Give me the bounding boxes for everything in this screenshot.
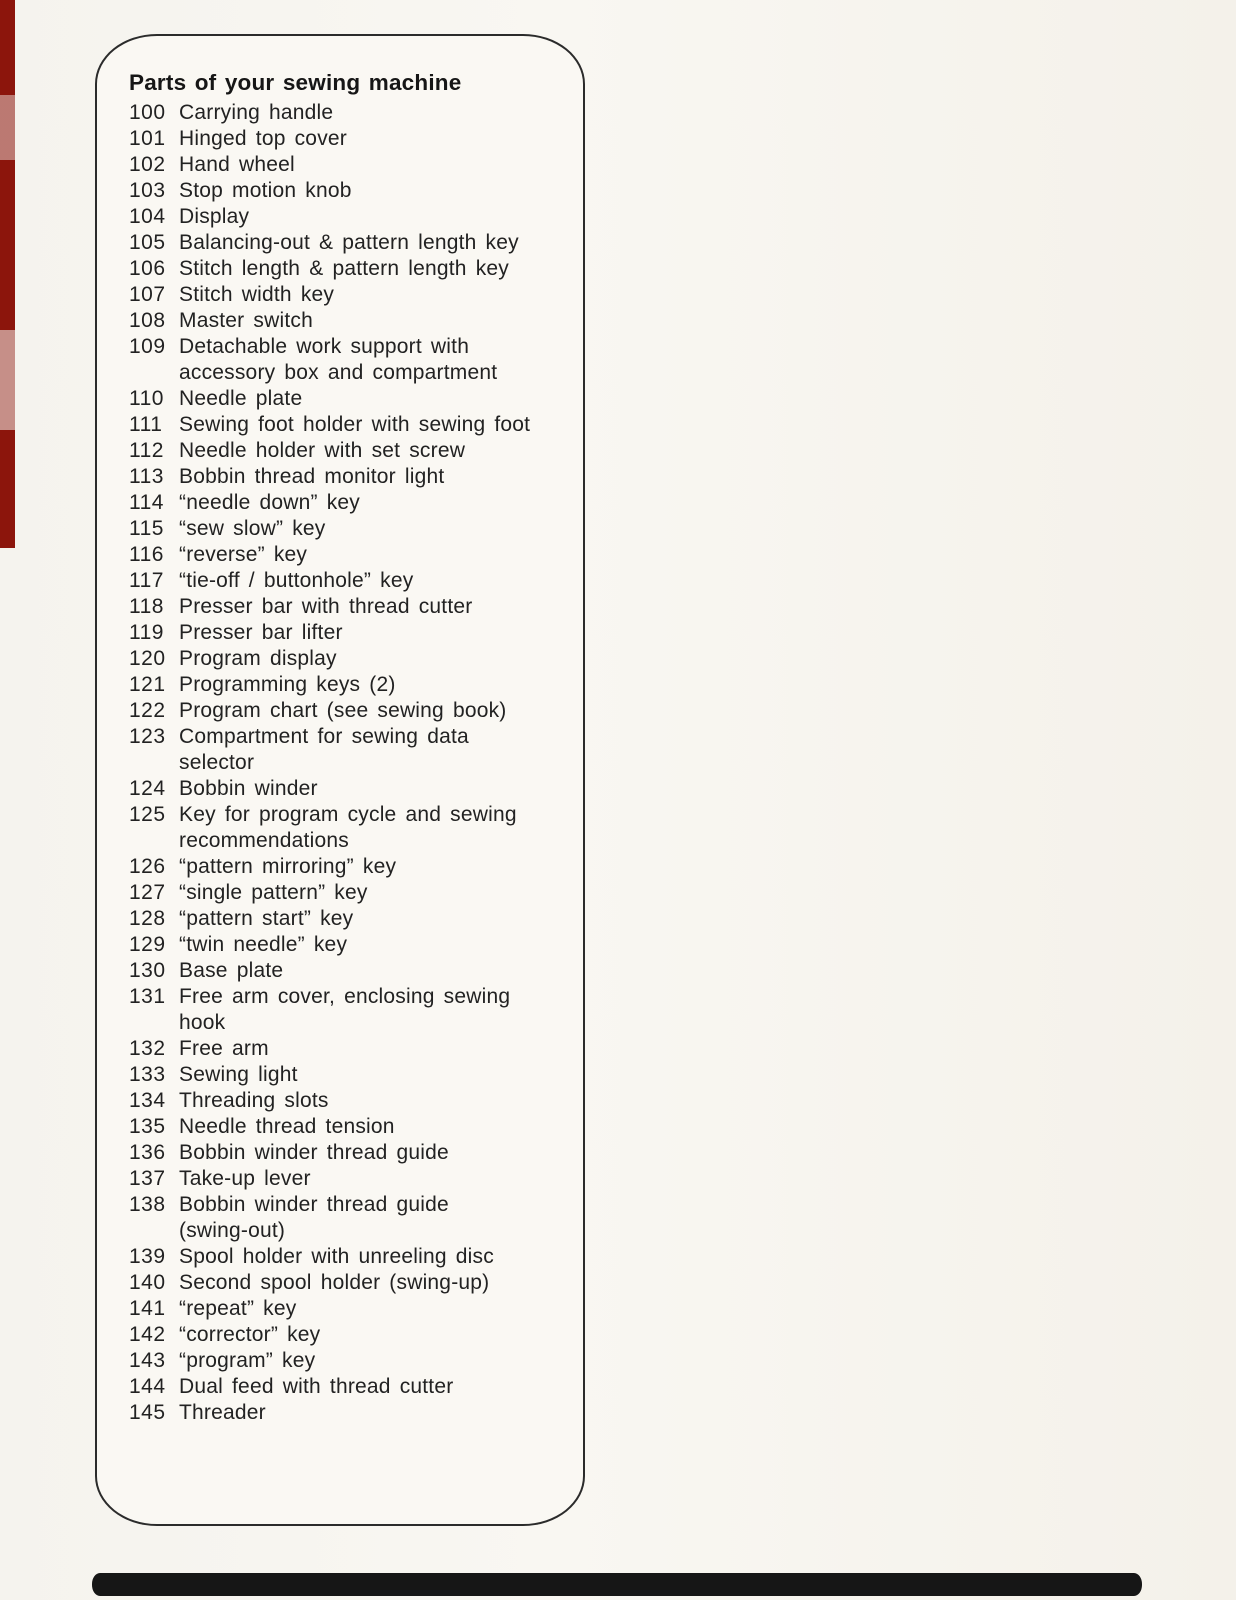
part-number: 115: [129, 517, 164, 540]
list-item: [129, 698, 547, 724]
list-item: [129, 1296, 547, 1322]
part-number: 118: [129, 595, 164, 618]
part-text: Sewing light: [179, 1063, 298, 1086]
part-number: 124: [129, 777, 166, 800]
list-item: [129, 958, 547, 984]
list-item: [129, 1192, 547, 1244]
part-number: 131: [129, 985, 166, 1008]
list-item: [129, 1348, 547, 1374]
part-number: 141: [129, 1297, 166, 1320]
part-text: Bobbin thread monitor light: [179, 465, 445, 488]
list-item: [129, 178, 547, 204]
part-number: 119: [129, 621, 164, 644]
part-text: Hinged top cover: [179, 127, 347, 150]
part-text: Bobbin winder thread guide (swing-out): [179, 1193, 449, 1242]
part-number: 111: [129, 413, 163, 436]
list-item: [129, 230, 547, 256]
part-number: 135: [129, 1115, 166, 1138]
part-text: Presser bar with thread cutter: [179, 595, 473, 618]
part-number: 117: [129, 569, 164, 592]
part-number: 106: [129, 257, 166, 280]
part-number: 112: [129, 439, 164, 462]
list-item: [129, 126, 547, 152]
part-number: 132: [129, 1037, 166, 1060]
part-text: Presser bar lifter: [179, 621, 343, 644]
part-text: “program” key: [179, 1349, 316, 1372]
part-text: Balancing-out & pattern length key: [179, 231, 519, 254]
part-number: 105: [129, 231, 166, 254]
part-text: Stop motion knob: [179, 179, 352, 202]
list-item: [129, 1114, 547, 1140]
list-item: [129, 880, 547, 906]
part-number: 143: [129, 1349, 166, 1372]
part-number: 109: [129, 335, 166, 358]
part-text: Free arm: [179, 1037, 269, 1060]
part-text: Dual feed with thread cutter: [179, 1375, 454, 1398]
part-text: Display: [179, 205, 250, 228]
part-text: Master switch: [179, 309, 313, 332]
part-number: 121: [129, 673, 166, 696]
part-text: Stitch width key: [179, 283, 335, 306]
part-text: “twin needle” key: [179, 933, 348, 956]
part-text: Sewing foot holder with sewing foot: [179, 413, 531, 436]
part-number: 142: [129, 1323, 166, 1346]
list-item: [129, 152, 547, 178]
list-item: [129, 490, 547, 516]
part-text: Bobbin winder: [179, 777, 318, 800]
part-text: Take-up lever: [179, 1167, 311, 1190]
list-item: [129, 464, 547, 490]
part-number: 133: [129, 1063, 166, 1086]
part-number: 108: [129, 309, 166, 332]
part-number: 114: [129, 491, 164, 514]
part-text: Key for program cycle and sewing recommendations: [179, 803, 517, 852]
parts-list: [129, 100, 547, 1426]
list-item: [129, 1140, 547, 1166]
part-text: Needle holder with set screw: [179, 439, 466, 462]
list-item: [129, 1270, 547, 1296]
list-item: [129, 906, 547, 932]
list-item: [129, 542, 547, 568]
part-number: 122: [129, 699, 166, 722]
part-number: 120: [129, 647, 166, 670]
part-text: Carrying handle: [179, 101, 334, 124]
part-number: 104: [129, 205, 166, 228]
scan-edge-mark: [0, 0, 15, 548]
list-item: [129, 386, 547, 412]
part-number: 140: [129, 1271, 166, 1294]
part-text: “pattern mirroring” key: [179, 855, 397, 878]
part-text: Base plate: [179, 959, 284, 982]
list-item: [129, 100, 547, 126]
part-text: Program chart (see sewing book): [179, 699, 507, 722]
part-number: 100: [129, 101, 166, 124]
list-item: [129, 516, 547, 542]
list-item: [129, 1400, 547, 1426]
list-item: [129, 334, 547, 386]
part-number: 134: [129, 1089, 166, 1112]
list-item: [129, 412, 547, 438]
list-item: [129, 438, 547, 464]
part-number: 136: [129, 1141, 166, 1164]
part-number: 110: [129, 387, 164, 410]
list-item: [129, 204, 547, 230]
part-number: 137: [129, 1167, 166, 1190]
part-number: 127: [129, 881, 166, 904]
part-text: “reverse” key: [179, 543, 308, 566]
list-item: [129, 672, 547, 698]
part-number: 145: [129, 1401, 166, 1424]
list-item: [129, 854, 547, 880]
part-number: 125: [129, 803, 166, 826]
part-text: Compartment for sewing data selector: [179, 725, 469, 774]
part-number: 128: [129, 907, 166, 930]
list-item: [129, 646, 547, 672]
part-text: Program display: [179, 647, 337, 670]
part-text: “single pattern” key: [179, 881, 368, 904]
list-item: [129, 724, 547, 776]
list-item: [129, 594, 547, 620]
part-number: 138: [129, 1193, 166, 1216]
list-item: [129, 308, 547, 334]
part-number: 123: [129, 725, 166, 748]
part-number: 101: [129, 127, 166, 150]
part-number: 130: [129, 959, 166, 982]
list-item: [129, 256, 547, 282]
list-item: [129, 1166, 547, 1192]
list-item: [129, 620, 547, 646]
list-item: [129, 776, 547, 802]
part-number: 113: [129, 465, 164, 488]
part-number: 107: [129, 283, 166, 306]
list-item: [129, 1374, 547, 1400]
part-text: “needle down” key: [179, 491, 360, 514]
part-text: Threading slots: [179, 1089, 329, 1112]
list-item: [129, 1088, 547, 1114]
part-number: 102: [129, 153, 166, 176]
part-text: Free arm cover, enclosing sewing hook: [179, 985, 511, 1034]
list-item: [129, 1062, 547, 1088]
part-text: “pattern start” key: [179, 907, 354, 930]
part-text: “tie-off / buttonhole” key: [179, 569, 414, 592]
list-item: [129, 984, 547, 1036]
list-item: [129, 568, 547, 594]
part-number: 139: [129, 1245, 166, 1268]
list-item: [129, 1322, 547, 1348]
part-text: “sew slow” key: [179, 517, 326, 540]
part-text: “repeat” key: [179, 1297, 297, 1320]
part-number: 116: [129, 543, 164, 566]
part-text: Detachable work support with accessory box and compartment: [179, 335, 498, 384]
page-title: Parts of your sewing machine: [129, 70, 462, 95]
part-number: 129: [129, 933, 166, 956]
part-text: Needle thread tension: [179, 1115, 395, 1138]
part-number: 144: [129, 1375, 166, 1398]
part-text: Threader: [179, 1401, 266, 1424]
parts-panel: [95, 34, 585, 1526]
scan-bottom-bar: [92, 1573, 1142, 1596]
part-text: Stitch length & pattern length key: [179, 257, 509, 280]
part-number: 103: [129, 179, 166, 202]
part-text: Needle plate: [179, 387, 303, 410]
list-item: [129, 282, 547, 308]
part-text: “corrector” key: [179, 1323, 321, 1346]
list-item: [129, 932, 547, 958]
list-item: [129, 1036, 547, 1062]
part-text: Second spool holder (swing-up): [179, 1271, 490, 1294]
part-text: Hand wheel: [179, 153, 295, 176]
part-text: Programming keys (2): [179, 673, 396, 696]
part-number: 126: [129, 855, 166, 878]
list-item: [129, 802, 547, 854]
part-text: Bobbin winder thread guide: [179, 1141, 449, 1164]
part-text: Spool holder with unreeling disc: [179, 1245, 494, 1268]
list-item: [129, 1244, 547, 1270]
